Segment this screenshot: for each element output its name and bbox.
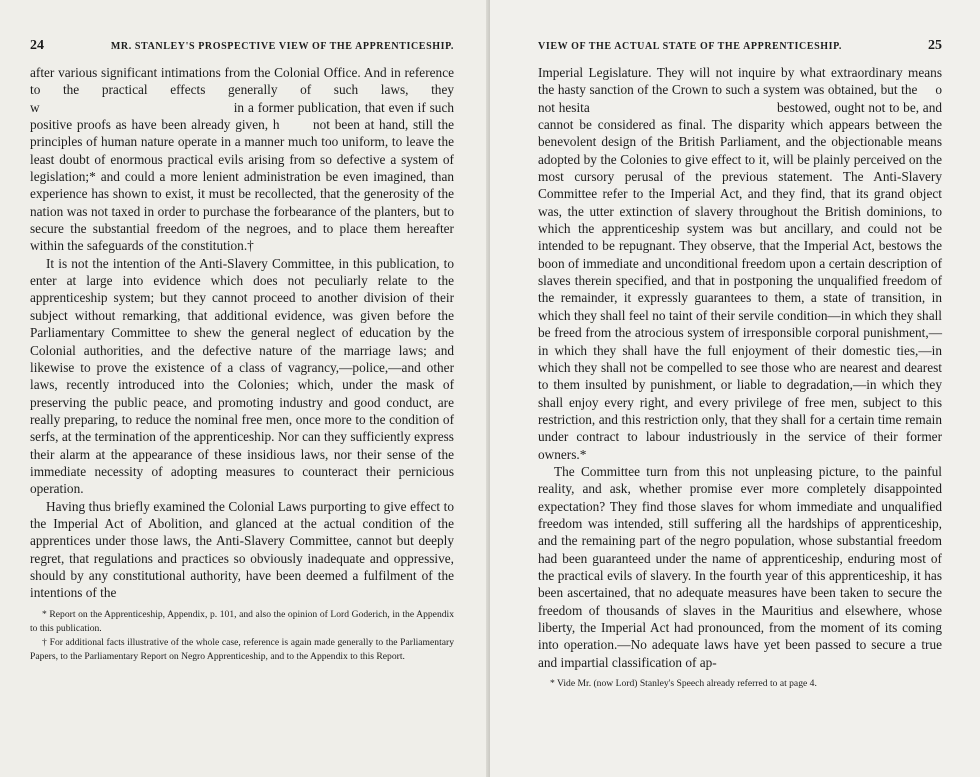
paragraph: Imperial Legislature. They will not inquire by what extraordinary means the hasty sanction of the Crown to such a system was obtained, but the o not hesita bestowed, ought not to be, and cannot be considered as final. The disparity which appears between the benevolent design of the British Parliament, and the objectionable means adopted by the Colonies to give effect to it, will be plainly perceived on the most cursory perusal of the previous statement. The Anti-Slavery Committee refer to the Imperial Act, and they find, that its grand object was, the utter extinction of slavery throughout the British dominions, to which the apprenticeship system was but ancillary, and could not be intended to be repugnant. They observe, that the Imperial Act, bestows the boon of immediate and unconditional freedom upon a certain description of slaves therein specified, and that in postponing the unqualified freedom of the remainder, it expressly guarantees to them, a state of transition, in which they shall feel no taint of their servile condition—in which they shall be freed from the atrocious system of irresponsible corporal punishment,—in which they shall have the full enjoyment of their domestic ties,—in which they shall not be compelled to see those who are nearest and dearest to them insulted by punishment, or liable to degradation,—in which they shall enjoy every right, and every privilege of free men, subject to this restriction, and this restriction only, that they shall for a certain time remain under contract to labour industriously in the service of their former owners.* bbox=[538, 65, 942, 462]
right-body-text bbox=[538, 64, 942, 671]
paragraph: Having thus briefly examined the Colonial Laws purporting to give effect to the Imperial Act of Abolition, and glanced at the actual condition of the apprentices under those laws, the Anti-Slavery Committee, cannot but deeply regret, that regulations and practices so obviously inadequate and oppressive, should by any constitutional authority, have been deemed a fulfilment of the intentions of the bbox=[30, 498, 454, 601]
page-number: 25 bbox=[928, 38, 942, 53]
page-number: 24 bbox=[30, 38, 44, 53]
paragraph: after various significant intimations from the Colonial Office. And in reference to the practical effects generally of such laws, they w in a former publication, that even if such positive proofs as have been already given, h not been at hand, still the principles of human nature operate in a manner much too uniform, to leave the least doubt of enormous practical evils arising from so defective a system of legislation;* and could a more lenient administration be even imagined, than experience has shown to exist, it must be recollected, that the generosity of the nation was not taxed in order to purchase the forbearance of the planters, but to secure the substantial freedom of the negroes, and to place them hereafter within the safeguards of the constitution.† bbox=[30, 65, 454, 254]
left-body-text bbox=[30, 64, 454, 602]
footnote: * Report on the Apprenticeship, Appendix, p. 101, and also the opinion of Lord Goderich, in the Appendix to this publication. bbox=[30, 608, 454, 634]
right-page bbox=[490, 0, 980, 777]
right-footnotes bbox=[538, 677, 942, 691]
footnote: † For additional facts illustrative of the whole case, reference is again made generally to the Parliamentary Papers, to the Parliamentary Report on Negro Apprenticeship, and to the Appendix to this Report. bbox=[30, 636, 454, 662]
running-head: VIEW OF THE ACTUAL STATE OF THE APPRENTICESHIP. bbox=[538, 41, 843, 52]
running-head: MR. STANLEY'S PROSPECTIVE VIEW OF THE APPRENTICESHIP. bbox=[110, 41, 454, 52]
left-page-header bbox=[30, 38, 454, 54]
right-page-header bbox=[538, 38, 942, 54]
paragraph: The Committee turn from this not unpleasing picture, to the painful reality, and ask, whether promise ever more completely disappointed expectation? They find those slaves for whom immediate and unqualified freedom was intended, still suffering all the hardships of apprenticeship, and the remaining part of the negro population, whose substantial freedom had been guaranteed under the name of apprenticeship, enduring most of the practical evils of slavery. In the fourth year of this apprenticeship, it has been ascertained, that no adequate measures have been taken to secure the freedom of thousands of slaves in the Mauritius and elsewhere, whose liberty, the Imperial Act had pronounced, from the moment of its coming into operation.—No adequate laws have yet been passed to secure a true and impartial classification of ap- bbox=[538, 463, 942, 670]
left-footnotes bbox=[30, 608, 454, 664]
paragraph: It is not the intention of the Anti-Slavery Committee, in this publication, to enter at large into evidence which does not peculiarly relate to the apprenticeship system; but they cannot proceed to another division of their subject without remarking, that additional evidence, was given before the Parliamentary Committee to shew the general neglect of education by the Colonial authorities, and the defective nature of the marriage laws; and likewise to prove the existence of a class of vagrancy,—police,—and other laws, recently introduced into the Colonies; which, under the mask of preserving the public peace, and promoting industry and good conduct, are really preparing, to reduce the nominal free men, once more to the condition of serfs, at the termination of the apprenticeship. Nor can they sufficiently express their alarm at the appearance of these insidious laws, nor their sense of the immediate necessity of adopting measures to counteract their pernicious operation. bbox=[30, 255, 454, 497]
footnote: * Vide Mr. (now Lord) Stanley's Speech already referred to at page 4. bbox=[550, 678, 817, 690]
